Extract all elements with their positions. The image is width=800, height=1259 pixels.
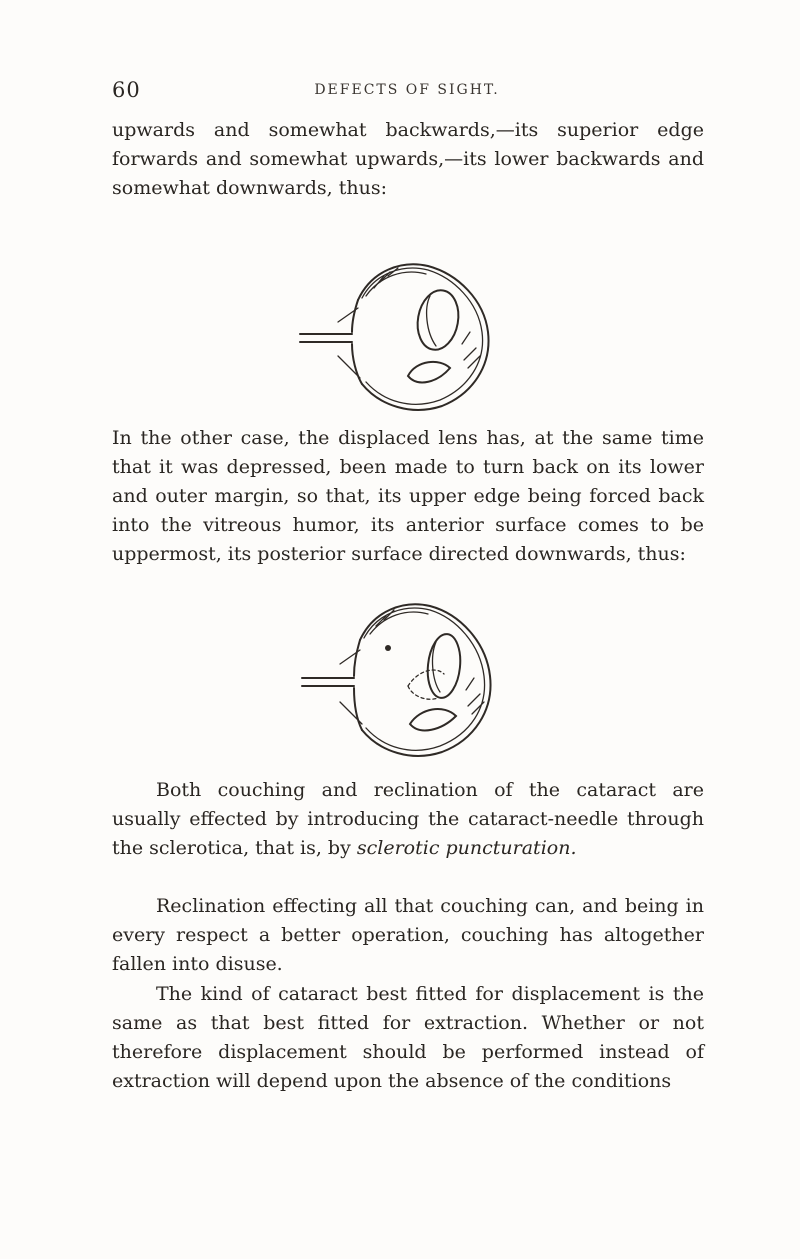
paragraph-3 (112, 776, 704, 863)
paragraph-5 (112, 980, 704, 1096)
figure-2 (280, 592, 520, 762)
paragraph-1-text: upwards and somewhat backwards,—its superior edge forwards and somewhat upwards,—its lower backwards and somewhat downwards, thus: (112, 119, 704, 199)
page-header (112, 78, 702, 108)
eye-diagram-1-icon (280, 248, 520, 418)
figure-1 (280, 248, 520, 418)
paragraph-3-emphasis: sclerotic puncturation. (356, 837, 577, 859)
paragraph-3-before: Both couching and reclination of the cataract are usually effected by introducing the cataract-needle through the sclerotica, that is, by (112, 779, 704, 859)
page-number: 60 (112, 78, 141, 102)
paragraph-1 (112, 116, 704, 203)
running-title: DEFECTS OF SIGHT. (314, 82, 500, 98)
paragraph-4-text: Reclination effecting all that couching can, and being in every respect a better operation, couching has altogether fallen into disuse. (112, 895, 704, 975)
paragraph-3-text (112, 776, 704, 863)
paragraph-5-text: The kind of cataract best fitted for displacement is the same as that best fitted for extraction. Whether or not therefore displacement should be performed instead of extraction will depend upon the absence of the conditions (112, 983, 704, 1092)
eye-diagram-2-icon (280, 592, 520, 762)
paragraph-2-text: In the other case, the displaced lens has, at the same time that it was depressed, been made to turn back on its lower and outer margin, so that, its upper edge being forced back into the vitreous humor, its anterior surface comes to be uppermost, its posterior surface directed downwards, thus: (112, 427, 704, 565)
paragraph-2 (112, 424, 704, 569)
paragraph-4 (112, 892, 704, 979)
